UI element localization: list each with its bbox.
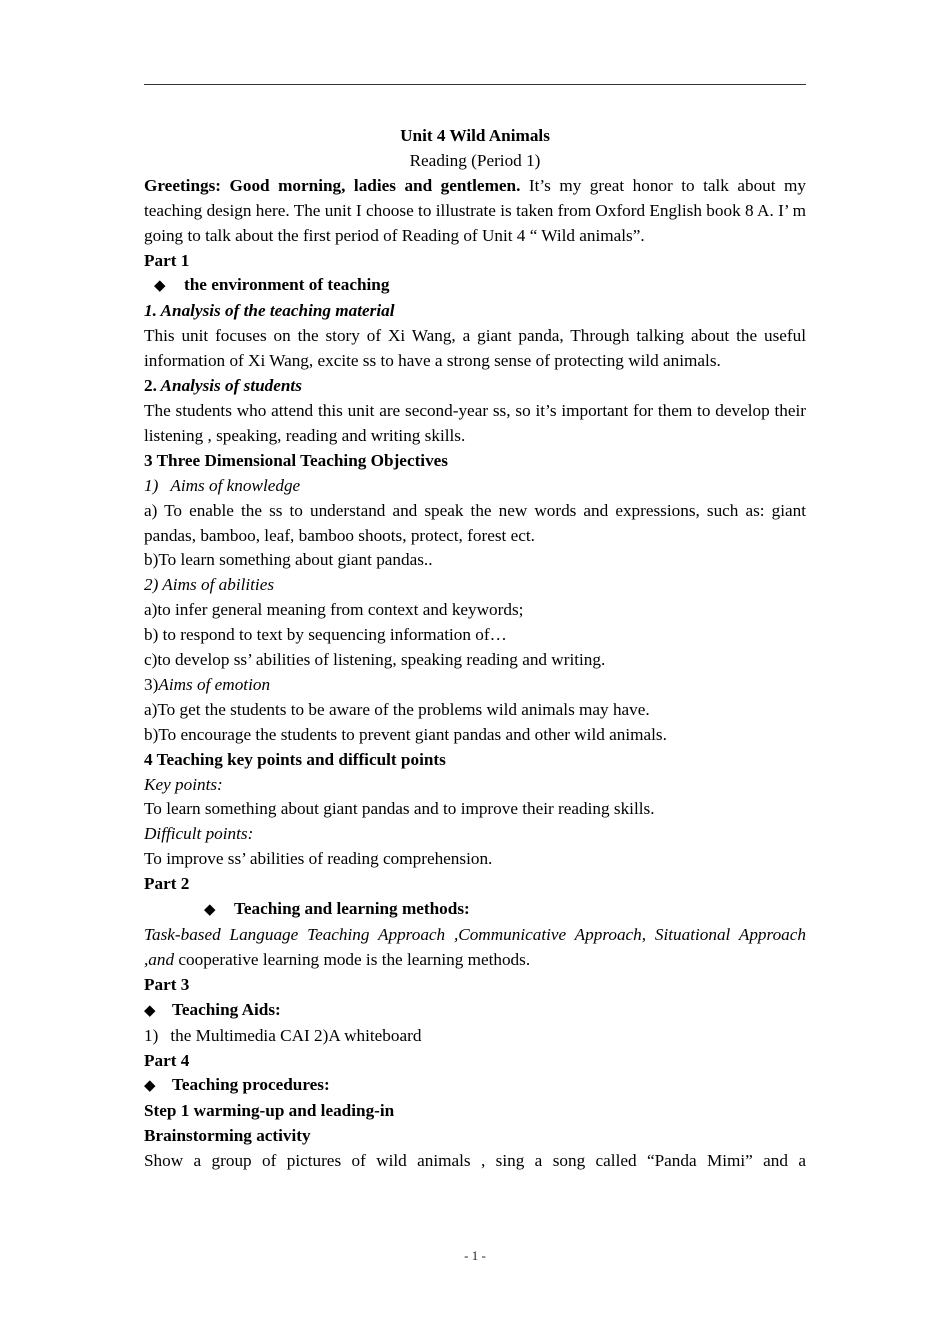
diamond-bullet-icon: ◆ [144,1078,156,1095]
part2-heading: Part 2 [144,874,190,894]
part4-bullet-text: Teaching procedures: [172,1075,330,1095]
knowledge-item-a: a) To enable the ss to understand and speak the new words and expressions, such as: giant pandas, bamboo, leaf, bamboo shoots, protect, forest ect. [144,500,806,545]
section4-heading: 4 Teaching key points and difficult points [144,749,446,769]
part4-bullet-line [144,1073,806,1099]
part2-bullet-line [144,897,806,923]
section3-heading: 3 Three Dimensional Teaching Objectives [144,450,448,470]
aims-knowledge-heading: Aims of knowledge [170,475,301,495]
header-rule [144,84,806,85]
section2-text: The students who attend this unit are second-year ss, so it’s important for them to develop their listening , speaking, reading and writing skills. [144,400,806,445]
section2-heading: Analysis of students [156,376,302,396]
emotion-item-b: b)To encourage the students to prevent giant pandas and other wild animals. [144,724,667,744]
difficult-points-text: To improve ss’ abilities of reading comprehension. [144,849,493,869]
document-page [144,124,806,1174]
aims-knowledge-number: 1) [144,475,159,495]
document-title: Unit 4 Wild Animals [400,126,550,145]
diamond-bullet-icon: ◆ [154,278,166,295]
intro-paragraph [144,174,806,249]
page-number: - 1 - [464,1248,486,1263]
intro-text: It’s my great honor to talk about my teaching design here. The unit I choose to illustrate is taken from Oxford English book 8 A. I’ m going to talk about the first period of Reading of Unit 4 “ Wild animals”. [144,175,806,245]
diamond-bullet-icon: ◆ [204,902,216,919]
abilities-item-c: c)to develop ss’ abilities of listening, speaking reading and writing. [144,650,606,670]
section2-heading-line [144,374,806,399]
methods-paragraph [144,923,806,973]
methods-italic: Task-based Language Teaching Approach ,Communicative Approach, Situational Approach ,and [144,925,806,969]
activity-heading: Brainstorming activity [144,1126,311,1146]
part3-bullet-line [144,998,806,1024]
part4-heading: Part 4 [144,1050,190,1070]
part1-heading: Part 1 [144,250,190,270]
abilities-item-b: b) to respond to text by sequencing information of… [144,625,507,645]
aims-abilities-heading: 2) Aims of abilities [144,575,275,595]
document-subtitle: Reading (Period 1) [409,150,541,170]
knowledge-item-b: b)To learn something about giant pandas.. [144,550,433,570]
difficult-points-label: Difficult points: [144,824,254,844]
section2-number: 2. [144,376,157,396]
section1-text: This unit focuses on the story of Xi Wang, a giant panda, Through talking about the useful information of Xi Wang, excite ss to have a strong sense of protecting wild animals. [144,326,806,371]
teaching-aids-line [144,1024,806,1049]
key-points-text: To learn something about giant pandas and to improve their reading skills. [144,799,655,819]
greeting-lead: Greetings: Good morning, ladies and gentlemen. [144,175,521,195]
part1-bullet-text: the environment of teaching [184,275,390,295]
section1-heading: 1. Analysis of the teaching material [144,301,395,321]
aims-knowledge-line [144,474,806,499]
aids-number: 1) [144,1025,159,1045]
part1-bullet-line [144,273,806,299]
methods-text: cooperative learning mode is the learning methods. [174,949,531,969]
diamond-bullet-icon: ◆ [144,1002,156,1019]
aims-emotion-number: 3) [144,674,159,694]
abilities-item-a: a)to infer general meaning from context and keywords; [144,600,524,620]
part3-heading: Part 3 [144,974,190,994]
part3-bullet-text: Teaching Aids: [172,999,281,1019]
emotion-item-a: a)To get the students to be aware of the problems wild animals may have. [144,699,650,719]
activity-text: Show a group of pictures of wild animals , sing a song called “Panda Mimi” and a [144,1151,806,1171]
key-points-label: Key points: [144,774,223,794]
aims-emotion-line [144,673,806,698]
aims-emotion-heading: Aims of emotion [158,674,271,694]
aids-text: the Multimedia CAI 2)A whiteboard [170,1025,422,1045]
part2-bullet-text: Teaching and learning methods: [234,899,470,919]
step1-heading: Step 1 warming-up and leading-in [144,1101,395,1121]
